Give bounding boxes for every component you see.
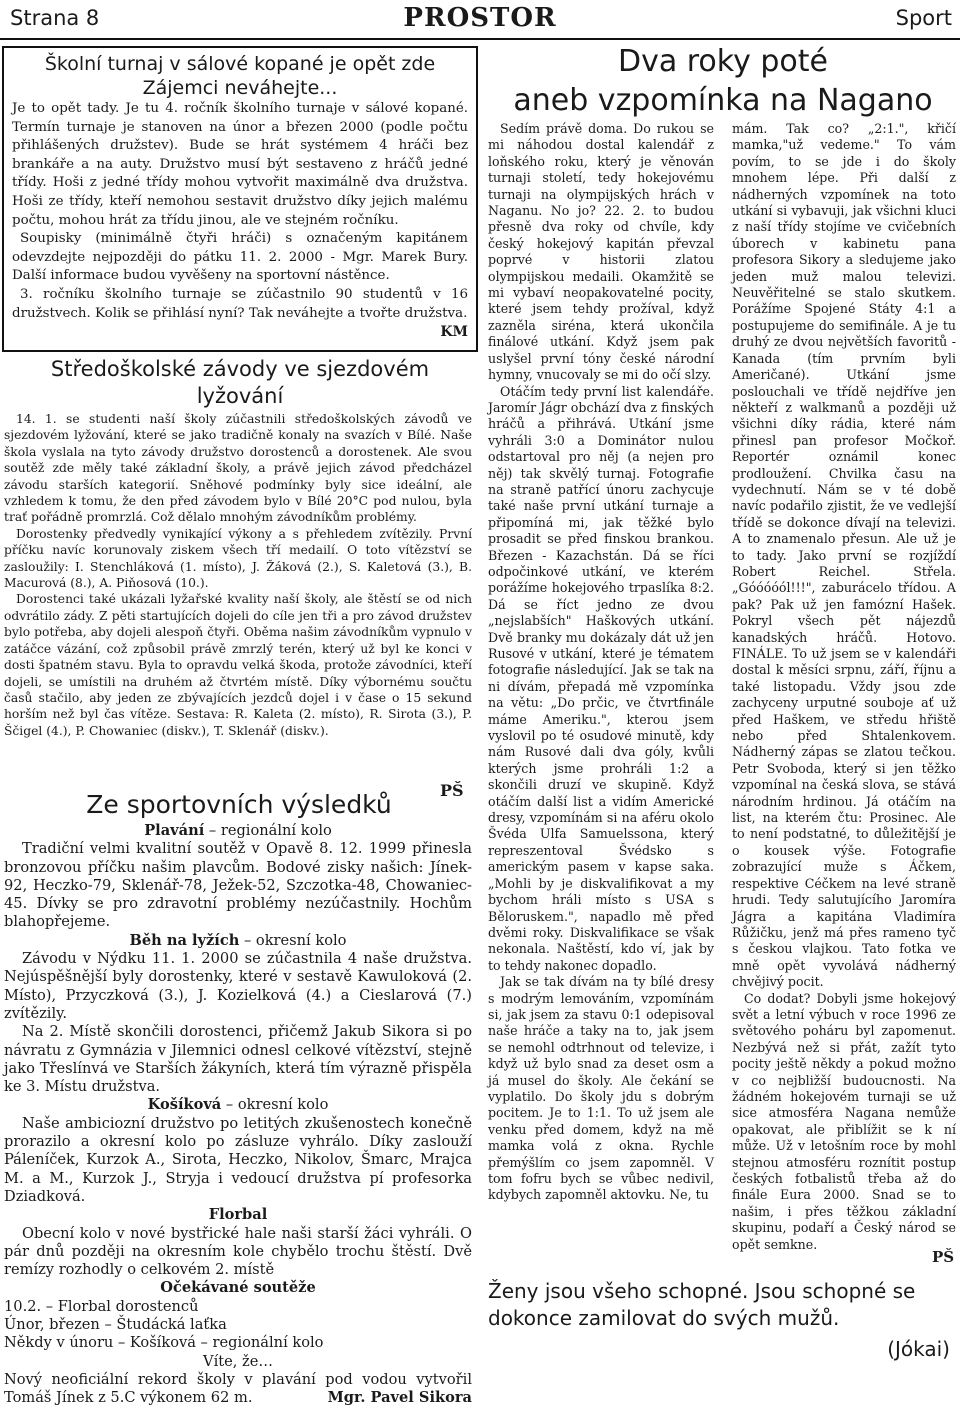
nagano-paragraph: Sedím právě doma. Do rukou se mi náhodou dostal kalendář z loňského roku, který je věnován turnaji století, tedy hokejovému turnaji na olympijských hrách v Naganu. No jo? 22. 2. to budou přesně dva roky od chvíle, kdy český hokejový kapitán převzal poprvé v historii zlatou olympijskou medaili. Okamžitě se mi vybaví neopakovatelné pocity, které jsem tehdy prožíval, když zazněla siréna, která ukončila finálové utkání. Když jsem pak uslyšel první tóny české národní hymny, vnucovaly se mi do očí slzy.	[488, 121, 714, 383]
xc-ski-paragraph: Závodu v Nýdku 11. 1. 2000 se zúčastnila 4 naše družstva. Nejúspěšnější byly dorostenky, které v sestavě Kawuloková (2. Místo), Przyczková (3.), J. Kozielková (4.) a Cieslarová (7.) zvítězily.	[4, 950, 472, 1022]
tournament-signature: KM	[440, 324, 468, 341]
expected-heading: Očekávané soutěže	[160, 1279, 316, 1297]
swim-heading: Plavání – regionální kolo	[144, 822, 332, 839]
nagano-title: Dva roky poté aneb vzpomínka na Nagano	[513, 44, 933, 118]
ski-paragraph: 14. 1. se studenti naší školy zúčastnili středoškolských závodů ve sjezdovém lyžování, které se jako tradičně konaly na svazích v Bílé. Naše škola vyslala na tyto závody družstvo dorostenců a dorostenek. Ale svou soutěž zde měly také základní školy, a právě jejich závod předcházel závodu starších kategorií. Sněhové podmínky byly sice ideální, ale vzhledem k tomu, že den před závodem bylo v Bílé 20°C pod nulou, byla trať pořádně promrzlá. Což dělalo mnohým závodníkům problémy.	[4, 412, 472, 525]
nagano-signature: PŠ	[932, 1248, 955, 1266]
results-article	[4, 822, 472, 1408]
expected-item: 10.2. – Florbal dorostenců	[4, 1297, 199, 1315]
section-label: Sport	[895, 6, 952, 30]
nagano-column-1	[488, 121, 714, 1204]
ski-signature: PŠ	[440, 781, 464, 800]
ski-paragraph: Dorostenky předvedly vynikající výkony a s přehledem zvítězily. První příčku navíc korunovaly ziskem všech tří medailí. O toto vítězství se zasloužily: I. Stenchláková (1. místo), J. Žáková (2.), S. Kaletová (3.), B. Macurová (8.), A. Piňosová (10.).	[4, 526, 472, 591]
record-paragraph: Nový neoficiální rekord školy v plavání pod vodou vytvořil Tomáš Jínek z 5.C výkonem 62 m. Mgr. Pavel Sikora	[4, 1370, 472, 1407]
quote-text: Ženy jsou všeho schopné. Jsou schopné se dokonce zamilovat do svých mužů.	[488, 1279, 916, 1330]
page-header	[0, 0, 960, 40]
ski-title: Středoškolské závody ve sjezdovém lyžování	[50, 357, 430, 408]
tournament-title: Školní turnaj v sálové kopané je opět zde	[44, 53, 436, 75]
basketball-heading: Košíková – okresní kolo	[147, 1096, 329, 1114]
quote	[488, 1278, 956, 1361]
expected-item: Někdy v únoru – Košíková – regionální kolo	[4, 1334, 324, 1352]
tournament-paragraph: Soupisky (minimálně čtyři hráči) s označeným kapitánem odevzdejte nejpozději do pátku 11. 2. 2000 - Mgr. Marek Bury. Další informace budou vyvěšeny na sportovní nástěnce.	[12, 231, 468, 284]
nagano-column-2	[732, 121, 956, 1253]
nagano-paragraph: mám. Tak co? „2:1.", křičí mamka,"už vedeme." To vám povím, to se jde i do školy mnohem lépe. Při další z nádherných vzpomínek na toto utkání si vybavuji, jak všichni kluci z naší třídy stojíme ve cvičebních úborech v kabinetu pana profesora Sikory a sledujeme jako jeden muž malou televizi. Neuvěřitelné se stalo skutkem. Porážíme Spojené Státy 4:1 a postupujeme do semifinále. A je tu druhý ze dvou největších favoritů - Kanada (tím prvním byli Američané). Utkání jsme poslouchali ve třídě nejdříve jen někteří z walkmanů a později už všichni díky rádia, které nám přinesl pan profesor Močkoř. Reportér oznámil konec prodloužení. Chvilka času na vydechnutí. Nám se v té době navíc podařilo zjistit, že ve vedlejší třídě se dokonce dívají na televizi. A to znamenalo přesun. Ale už je to tady. Jako první se rozjíždí Robert Reichel. Střela. „Góóóóól!!!", zaburácelo třídou. A pak? Pak už jen famózní Hašek. Pokryl všech pět nájezdů kanadských hráčů. Hotovo. FINÁLE. To už jsem se v kalendáři dostal k měsíci srpnu, září, říjnu a také listopadu. Vždy jsou zde zachyceny urputné souboje ať už před Haškem, ve středu hřiště nebo před Shtalenkovem. Nádherný zápas se zlatou tečkou. Petr Svoboda, který si jen těžko vzpomínal na česká slova, se stává národním hrdinou. Já otáčím na list, na kterém čtu: Prosinec. Ale to není podstatné, to důležitější je o kousek výše. Fotografie zobrazující muže s Áčkem, respektive Céčkem na levé straně hrudi. Tedy salutujícího Jaromíra Jágra a kapitána Vladimíra Růžičku, jenž má přes rameno tyč s českou vlajkou. Tato fotka ve mně opět vyvolává nádherný chvějivý pocit.	[732, 121, 956, 990]
tournament-subtitle: Zájemci neváhejte...	[142, 77, 338, 99]
xc-ski-heading: Běh na lyžích – okresní kolo	[129, 931, 347, 949]
results-signature: Mgr. Pavel Sikora	[327, 1389, 472, 1407]
nagano-paragraph: Jak se tak dívám na ty bílé dresy s modrým lemováním, vzpomínám si, jak jsem za stavu 0:1 odepisoval naše hráče a taky na to, jak jsem se nemohl odtrhnout od televize, i když už bylo snad za deset osm a já musel do školy. Ale čekání se vyplatilo. Do školy jdu s dobrým pocitem. Je to 1:1. To už jsem ale venku před domem, když na mě mamka volá z okna. Rychle přemýšlím co jsem zapomněl. V tom fofru bych se vůbec nedivil, kdybych zapomněl aktovku. Ne, tu	[488, 974, 714, 1203]
quote-author: (Jókai)	[887, 1337, 950, 1361]
nagano-paragraph: Co dodat? Dobyli jsme hokejový svět a letní výbuch v roce 1996 ze světového poháru byl zapomenut. Nezbývá než si přát, zažít tyto pocity ještě někdy a pokud možno v co nejbližší budoucnosti. Na žádném hokejovém turnaji se už sice atmosféra Nagana nemůže opakovat, ale přiblížit se k ní může. Už v letošním roce by mohl stejnou atmosféru roznítit postup českých fotbalistů třeba až do finále Eura 2000. Snad se to našim, i přes těžkou základní skupinu, podaří a Český národ se opět semkne.	[732, 990, 956, 1252]
tournament-paragraph: Je to opět tady. Je tu 4. ročník školního turnaje v sálové kopané. Termín turnaje je stanoven na únor a březen 2000 (podle počtu přihlášených družstev). Bude se hrát systémem 4 hráči bez brankáře a na auty. Družstvo musí být sestaveno z hráčů jedné třídy. Hoši z jedné třídy mohou vytvořit maximálně dva družstva. Hoši ze třídy, kteří nemohou sestavit družstvo díky jejich malému počtu, mohou hrát za třídu jinou, ale ve stejném ročníku.	[12, 101, 468, 228]
nagano-paragraph: Otáčím tedy první list kalendáře. Jaromír Jágr obchází dva z finských hráčů a přihrává. Utkání jsme vyhráli 3:0 a Dominátor nulou odstartoval pro něj (a nejen pro něj) tak skvělý turnaj. Fotografie na straně patřící únoru zachycuje také naše první utkání turnaje a připomíná mi, jak těžké bylo prosadit se před finskou brankou. Březen - Kazachstán. Dá se říci odpočinkové utkání, ve kterém porážíme hokejového trpaslíka 8:2. Dá se říct jedno ze dvou „nejslabších" Haškových utkání. Dvě branky mu dokázaly dát už jen Rusové v utkání, které je tématem fotografie následující. Jak se tak na ni dívám, přepadá mě vzpomínka na větu: „Do prčic, ve čtvrtfinále máme Ameriku.", kterou jsem vyslovil po té osudové minutě, kdy nám Rusové dali dva góly, kvůli kterých jsme prohráli 1:2 a skončili druzí ve skupině. Když otáčím další list a vidím Americké dresy, vzpomínám si na aféru okolo Švéda Ulfa Samuelssona, který represzentoval Švédsko s americkým pasem v kapse saka. „Mohli by je diskvalifikovat a my bychom hráli místo s USA s Běloruskem.", napadlo mě před dvěmi roky. Diskvalifikace se však nekonala. Naštěstí, kdo ví, jak by to tehdy nakonec dopadlo.	[488, 383, 714, 973]
expected-item: Únor, březen – Študácká laťka	[4, 1316, 227, 1334]
swim-paragraph: Tradiční velmi kvalitní soutěž v Opavě 8. 12. 1999 přinesla bronzovou příčku našim plavcům. Bodové zisky našich: Jínek-92, Heczko-79, Sklenář-78, Ježek-52, Szczotka-48, Chowaniec-45. Dívky se pro zdravotní problémy nezúčastnily. Hochům blahopřejeme.	[4, 840, 472, 931]
ski-article	[4, 411, 472, 739]
results-title: Ze sportovních výsledků	[86, 790, 392, 819]
floorball-heading: Florbal	[208, 1206, 268, 1224]
tournament-box	[2, 46, 478, 352]
xc-ski-paragraph: Na 2. Místě skončili dorostenci, přičemž Jakub Sikora si po návratu z Gymnázia v Jilemnici odnesl celkové vítězství, stejně jako Třeslínvá ve Starších žákyních, která tím výrazně přispěla ke 3. Místu družstva.	[4, 1023, 472, 1096]
ski-paragraph: Dorostenci také ukázali lyžařské kvality naší školy, ale štěstí se od nich odvrátilo zády. Z pěti startujících dojeli do cíle jen tři a pro závod družstev bylo potřeba, aby dojeli alespoň čtyři. Oběma našim závodníkům vypnulo v zatáčce vázání, což způsobil právě zmrzlý terén, který už byl ke konci v dosti špatném stavu. Byla to opravdu velká škoda, protože závodníci, kteří dojeli, se umístili na druhém až čtvrtém místě. Díky výbornému součtu časů stačilo, aby jeden ze zbývajících jezdců dojel i v čase o 15 sekund horším než byl čas vítěze. Sestava: R. Kaleta (2. místo), R. Sirota (3.), P. Ščigel (4.), P. Chowaniec (diskv.), T. Sklenář (diskv.).	[4, 592, 472, 738]
floorball-paragraph: Obecní kolo v nové bystřické hale naši starší žáci vyhráli. O pár dnů později na okresním kole chybělo trochu štěstí. Dvě remízy rozhodly o celkovém 2. místě	[4, 1224, 472, 1279]
page-number: Strana 8	[10, 6, 100, 30]
tournament-paragraph: 3. ročníku školního turnaje se zúčastnilo 90 studentů v 16 družstvech. Kolik se přihlásí nyní? Tak neváhejte a tvořte družstva.	[12, 286, 468, 321]
did-you-know: Víte, že…	[203, 1352, 273, 1370]
basketball-paragraph: Naše ambiciozní družstvo po letitých zkušenostech konečně prorazilo a okresní kolo po zásluze vyhrálo. Díky zaslouží Páleníček, Kurzok A., Sirota, Heczko, Nikolov, Šmarc, Mrajca M. a M., Kurzok J., Stryja i vedoucí družstva pí profesorka Dziadková.	[4, 1114, 472, 1205]
masthead: PROSTOR	[403, 3, 557, 33]
